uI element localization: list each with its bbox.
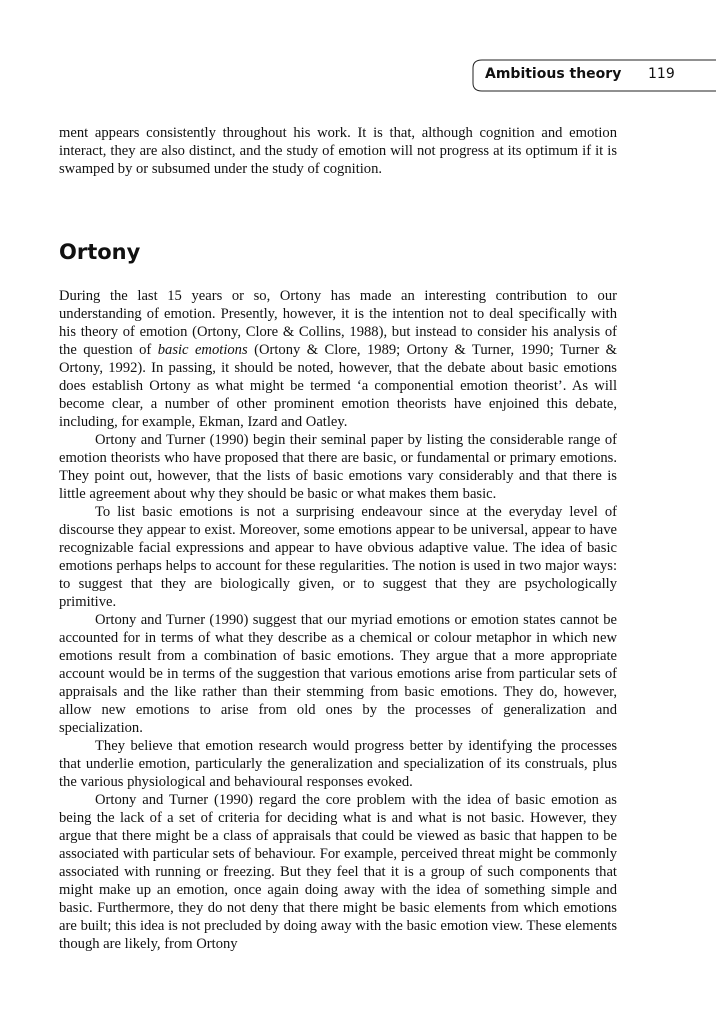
section-heading: Ortony [59, 240, 141, 264]
running-head-title: Ambitious theory [485, 66, 622, 82]
page-number: 119 [648, 66, 675, 82]
paragraph-1-part1: During the last 15 years or so, Ortony has made an interesting contribution to our understanding of emotion. Presently, however, it is the intention not to deal specifically with his theory of emotion (Ortony, Clore & Collins, 1988), but instead to consider his analysis of the question of [59, 288, 617, 358]
continuation-paragraph [59, 124, 617, 178]
paragraph-1-part2: (Ortony & Clore, 1989; Ortony & Turner, 1990; Turner & Ortony, 1992). In passing, it should be noted, however, that the debate about basic emotions does establish Ortony as what might be termed ‘a componential emotion theorist’. As will become clear, a number of other prominent emotion theorists have enjoined this debate, including, for example, Ekman, Izard and Oatley. [59, 342, 617, 430]
running-head [470, 56, 716, 94]
paragraph-3: To list basic emotions is not a surprising endeavour since at the everyday level of discourse they appear to exist. Moreover, some emotions appear to be universal, appear to have recognizable facial expressions and appear to have obvious adaptive value. The idea of basic emotions perhaps helps to account for these regularities. The notion is used in two major ways: to suggest that they are biologically given, or to suggest that they are psychologically primitive. [59, 504, 617, 610]
paragraph-4: Ortony and Turner (1990) suggest that our myriad emotions or emotion states cannot be accounted for in terms of what they describe as a chemical or colour metaphor in which new emotions result from a combination of basic emotions. They argue that a more appropriate account would be in terms of the suggestion that various emotions arise from particular sets of appraisals and the like rather than their stemming from basic emotions. They do, however, allow new emotions to arise from old ones by the processes of generalization and specialization. [59, 612, 617, 736]
paragraph-1 [59, 287, 617, 431]
paragraph-1-italic: basic emotions [157, 342, 248, 358]
section-body [59, 287, 617, 953]
paragraph-5: They believe that emotion research would progress better by identifying the processes that underlie emotion, particularly the generalization and specialization of its construals, plus the various physiological and behavioural responses evoked. [59, 738, 617, 790]
continuation-text: ment appears consistently throughout his work. It is that, although cognition and emotion interact, they are also distinct, and the study of emotion will not progress at its optimum if it is swamped by or subsumed under the study of cognition. [59, 125, 617, 177]
paragraph-2: Ortony and Turner (1990) begin their seminal paper by listing the considerable range of emotion theorists who have proposed that there are basic, or fundamental or primary emotions. They point out, however, that the lists of basic emotions vary considerably and that there is little agreement about why they should be basic or what makes them basic. [59, 432, 617, 502]
paragraph-6: Ortony and Turner (1990) regard the core problem with the idea of basic emotion as being the lack of a set of criteria for deciding what is and what is not basic. However, they argue that there might be a class of appraisals that could be viewed as basic that happen to be associated with particular sets of behaviour. For example, perceived threat might be commonly associated with running or freezing. But they feel that it is a group of such components that might make up an emotion, once again doing away with the idea of something simple and basic. Furthermore, they do not deny that there might be basic elements from which emotions are built; this idea is not precluded by doing away with the basic emotion view. These elements though are likely, from Ortony [59, 792, 617, 952]
